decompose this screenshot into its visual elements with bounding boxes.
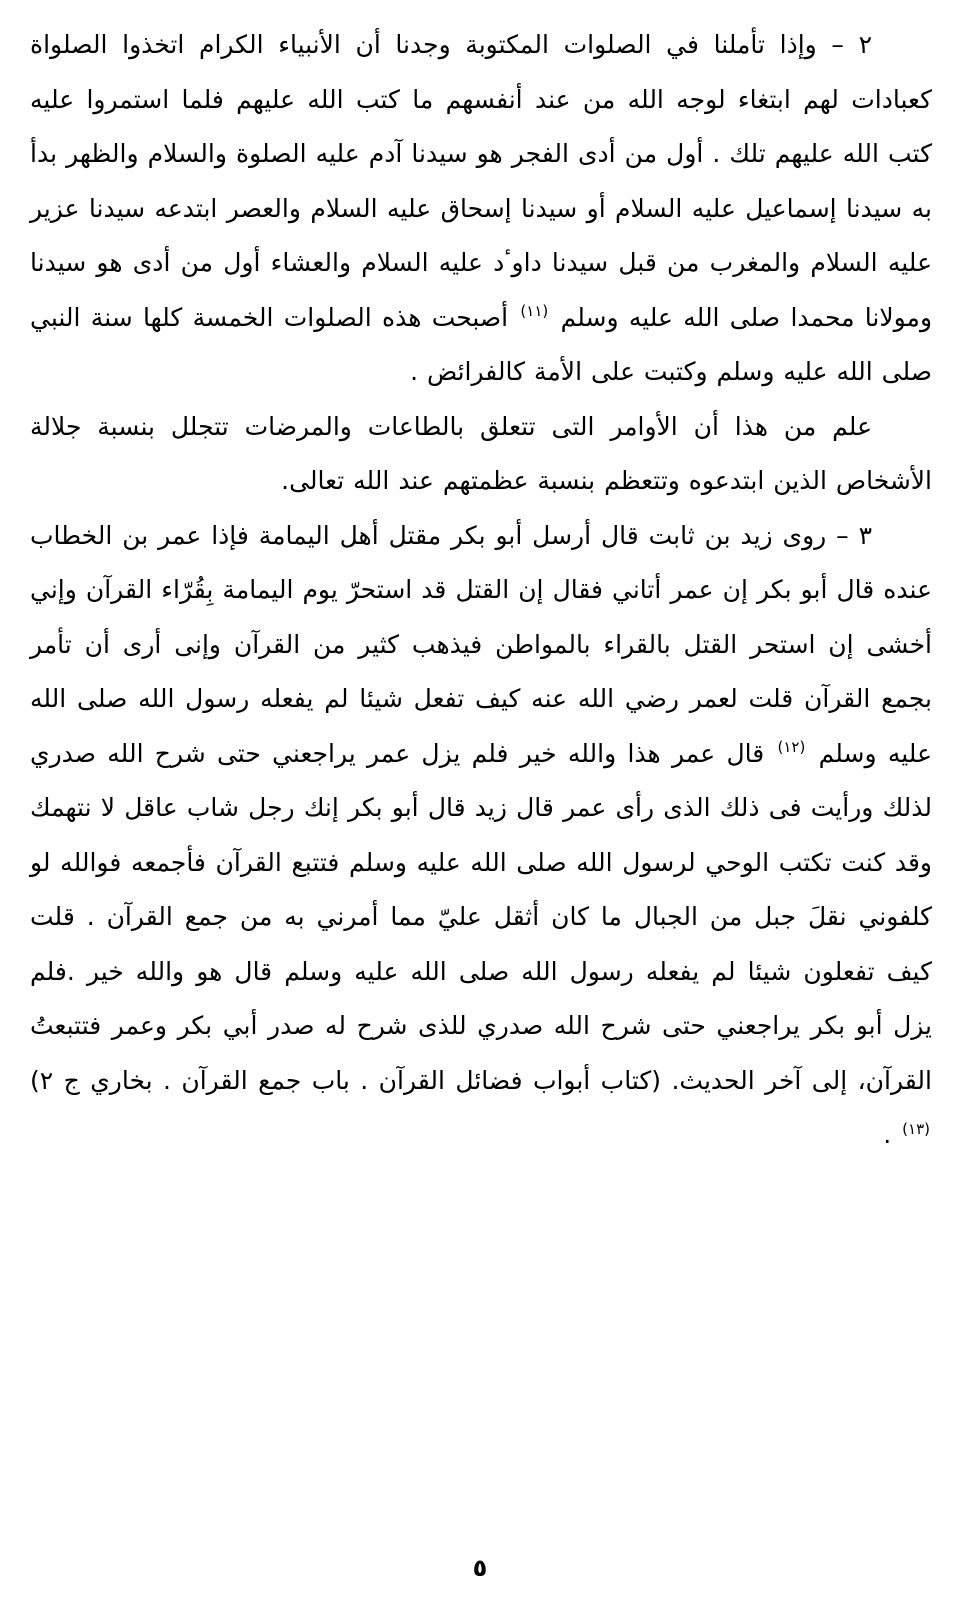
item-number: ٣ – xyxy=(836,520,872,550)
footnote-marker: (١٣) xyxy=(902,1119,930,1138)
paragraph-2-prayers xyxy=(30,18,932,400)
paragraph-text: علم من هذا أن الأوامر التى تتعلق بالطاعات والمرضات تتجلل بنسبة جلالة الأشخاص الذين ابتدعوه وتتعظم بنسبة عظمتهم عند الله تعالى. xyxy=(30,411,932,495)
item-number: ٢ – xyxy=(831,30,872,59)
closing-period: . xyxy=(883,1120,892,1149)
footnote-marker: (١١) xyxy=(520,302,549,321)
paragraph-text: أصبحت هذه الصلوات الخمسة كلها سنة النبي صلى الله عليه وسلم وكتبت على الأمة كالفرائض . xyxy=(30,302,932,386)
paragraph-3-quran-compilation xyxy=(30,509,932,1163)
paragraph-text: روى زيد بن ثابت قال أرسل أبو بكر مقتل أهل اليمامة فإذا عمر بن الخطاب عنده قال أبو بكر إن عمر أتاني فقال إن القتل قد استحرّ يوم اليمامة بِقُرّاء القرآن وإني أخشى إن استحر القتل بالقراء بالمواطن فيذهب كثير من القرآن وإنى أرى أن تأمر بجمع القرآن قلت لعمر رضي الله عنه كيف تفعل شيئا لم يفعله رسول الله صلى الله عليه وسلم xyxy=(30,520,933,768)
footnote-marker: (١٢) xyxy=(777,738,806,757)
paragraph-text: وإذا تأملنا في الصلوات المكتوبة وجدنا أن الأنبياء الكرام اتخذوا الصلواة كعبادات لهم ابتغاء لوجه الله من عند أنفسهم ما كتب الله عليهم فلما استمروا عليه كتب الله عليهم تلك . أول من أدى الفجر هو سيدنا آدم عليه الصلوة والسلام والظهر بدأ به سيدنا إسماعيل عليه السلام أو سيدنا إسحاق عليه السلام والعصر ابتدعه سيدنا عزير عليه السلام والمغرب من قبل سيدنا داوٴد عليه السلام والعشاء أول من أدى هو سيدنا ومولانا محمدا صلى الله عليه وسلم xyxy=(30,30,933,332)
paragraph-conclusion xyxy=(30,400,932,509)
page-number: ٥ xyxy=(472,1554,488,1582)
document-page xyxy=(30,18,932,1538)
paragraph-text: قال عمر هذا والله خير فلم يزل عمر يراجعني حتى شرح الله صدري لذلك ورأيت فى ذلك الذى رأى عمر قال زيد قال أبو بكر إنك رجل شاب عاقل لا نتهمك وقد كنت تكتب الوحي لرسول الله صلى الله عليه وسلم فتتبع القرآن فأجمعه فوالله لو كلفوني نقلَ جبل من الجبال ما كان أثقل عليّ مما أمرني به من جمع القرآن . قلت كيف تفعلون شيئا لم يفعله رسول الله صلى الله عليه وسلم قال هو والله خير .فلم يزل أبو بكر يراجعني حتى شرح الله صدري للذى شرح له صدر أبي بكر وعمر فتتبعتُ القرآن، إلى آخر الحديث. (كتاب أبواب فضائل القرآن . باب جمع القرآن . بخاري ج ٢) xyxy=(30,738,932,1095)
